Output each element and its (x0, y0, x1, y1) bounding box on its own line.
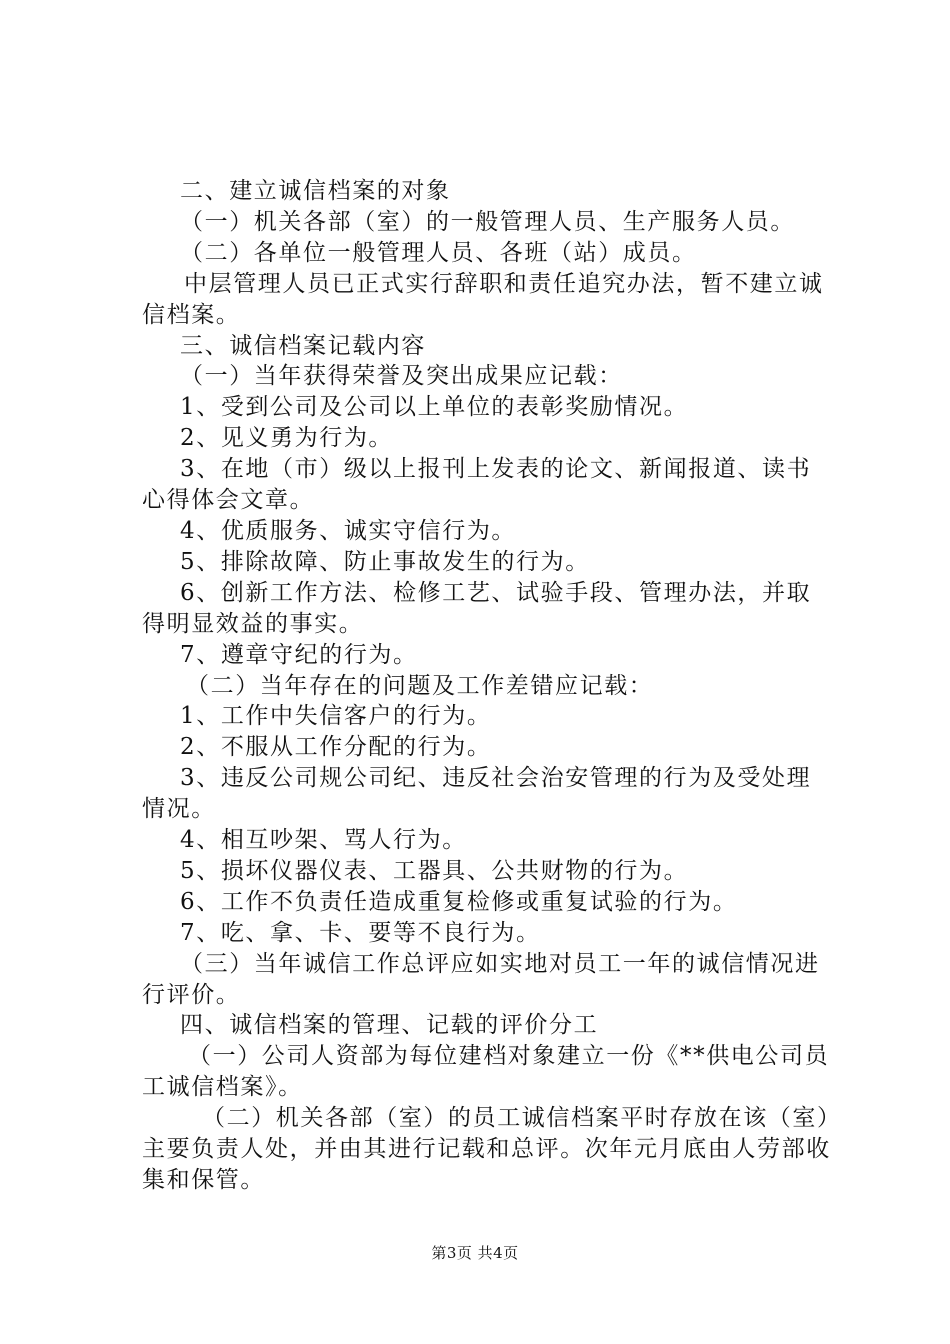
paragraph: 7、吃、拿、卡、要等不良行为。 (180, 919, 541, 946)
paragraph: （三）当年诚信工作总评应如实地对员工一年的诚信情况进行评价。 (142, 950, 820, 1008)
paragraph: 中层管理人员已正式实行辞职和责任追究办法，暂不建立诚信档案。 (142, 270, 824, 328)
page-footer: 第3页 共4页 (431, 1244, 519, 1262)
paragraph: 6、创新工作方法、检修工艺、试验手段、管理办法，并取得明显效益的事实。 (142, 579, 812, 637)
document-body (142, 176, 834, 1196)
paragraph: （一）当年获得荣誉及突出成果应记载： (180, 363, 623, 390)
paragraph: （二）各单位一般管理人员、各班（站）成员。 (180, 239, 697, 266)
paragraph: 4、相互吵架、骂人行为。 (180, 827, 467, 854)
paragraph: 3、违反公司规公司纪、违反社会治安管理的行为及受处理情况。 (142, 765, 812, 823)
paragraph: 二、建立诚信档案的对象 (180, 178, 451, 204)
paragraph: 5、排除故障、防止事故发生的行为。 (180, 548, 590, 575)
paragraph: 四、诚信档案的管理、记载的评价分工 (180, 1012, 599, 1039)
paragraph: 6、工作不负责任造成重复检修或重复试验的行为。 (180, 888, 738, 915)
paragraph: （一）公司人资部为每位建档对象建立一份《**供电公司员工诚信档案》。 (142, 1043, 830, 1101)
paragraph: （一）机关各部（室）的一般管理人员、生产服务人员。 (180, 208, 795, 235)
paragraph: 5、损坏仪器仪表、工器具、公共财物的行为。 (180, 857, 689, 884)
paragraph: 1、受到公司及公司以上单位的表彰奖励情况。 (180, 394, 689, 421)
paragraph: 1、工作中失信客户的行为。 (180, 703, 492, 730)
paragraph: 3、在地（市）级以上报刊上发表的论文、新闻报道、读书心得体会文章。 (142, 456, 812, 514)
paragraph: 2、见义勇为行为。 (180, 425, 394, 452)
paragraph: 7、遵章守纪的行为。 (180, 641, 418, 668)
paragraph: （二）当年存在的问题及工作差错应记载： (186, 672, 654, 699)
paragraph: 4、优质服务、诚实守信行为。 (180, 517, 517, 544)
paragraph: 三、诚信档案记载内容 (180, 332, 426, 359)
paragraph: 2、不服从工作分配的行为。 (180, 734, 492, 761)
paragraph: （二）机关各部（室）的员工诚信档案平时存放在该（室）主要负责人处，并由其进行记载和总评。次年元月底由人劳部收集和保管。 (142, 1105, 831, 1193)
